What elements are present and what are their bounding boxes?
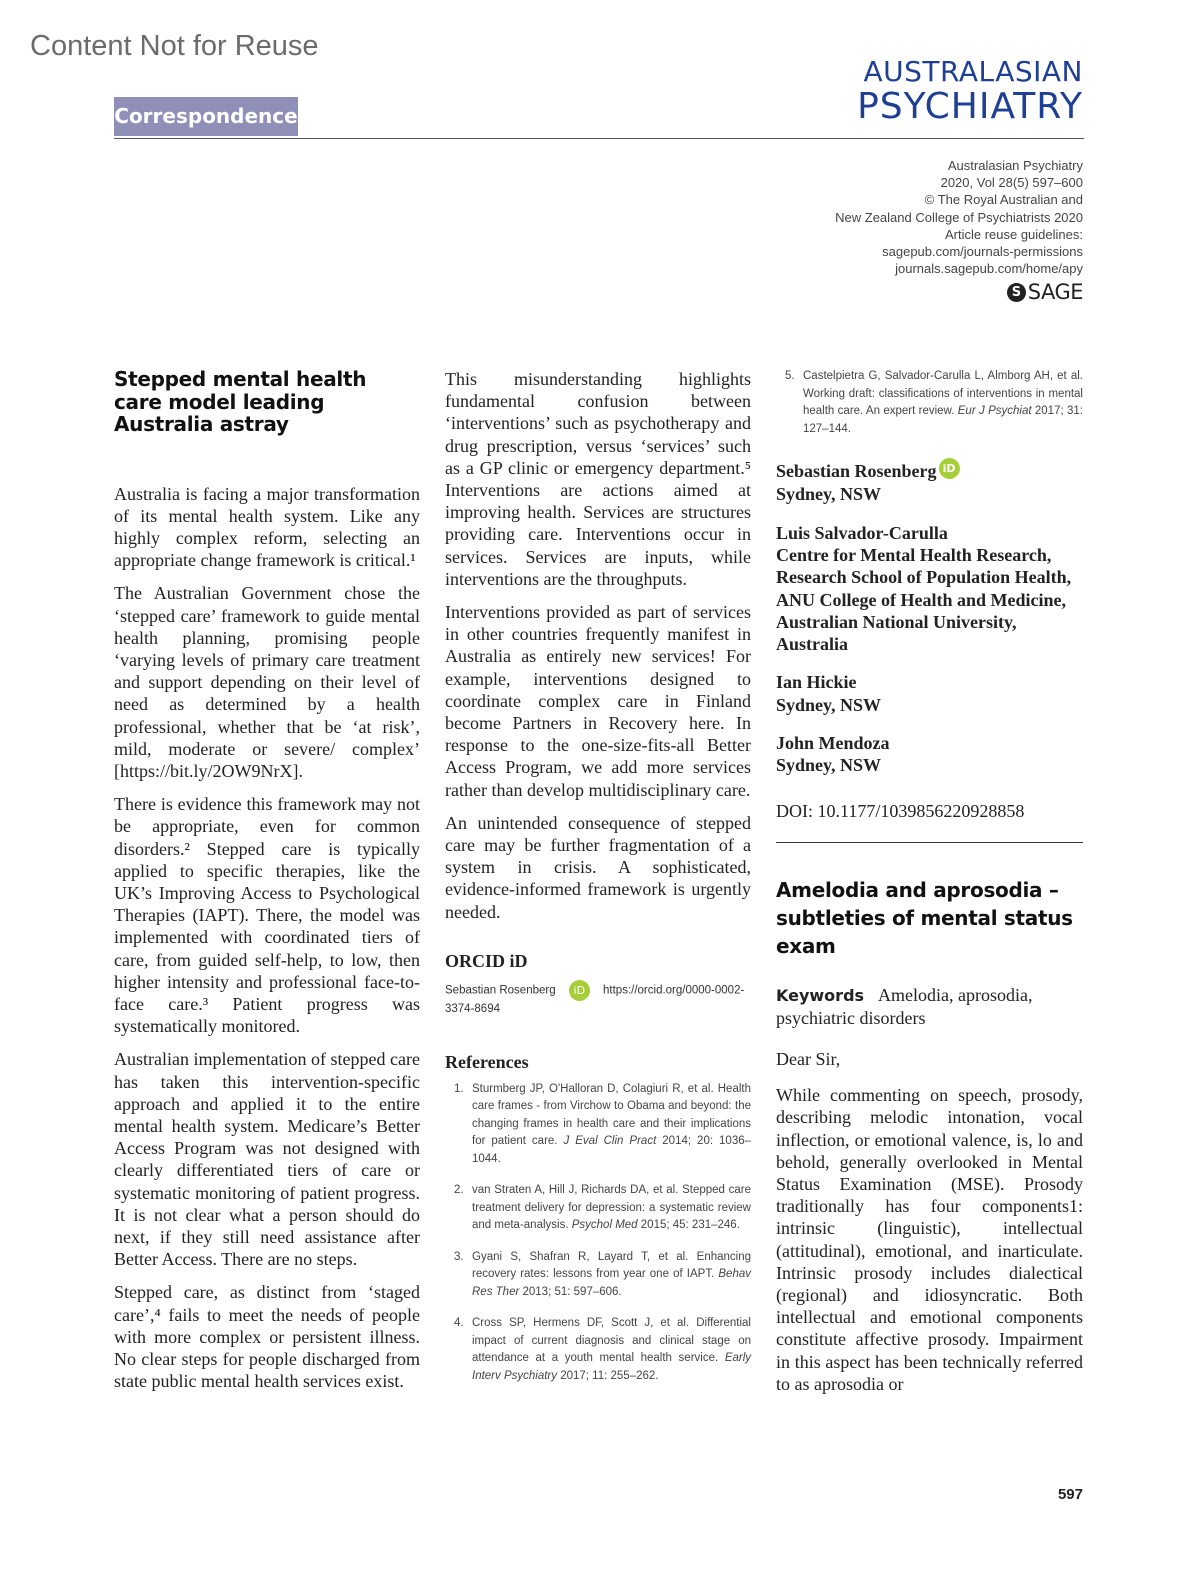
journal-name-line2: PSYCHIATRY bbox=[857, 86, 1083, 127]
column-2 bbox=[445, 368, 751, 1399]
orcid-heading: ORCID iD bbox=[445, 950, 528, 971]
author-affiliation: Sydney, NSW bbox=[776, 694, 882, 715]
keywords-label: Keywords bbox=[776, 985, 865, 1005]
paragraph: An unintended consequence of stepped care may be further fragmentation of a system in crisis. A sophisticated, evidence-informed framework is urgently needed. bbox=[445, 812, 751, 922]
pubinfo-volume: 2020, Vol 28(5) 597–600 bbox=[940, 175, 1083, 191]
reference-item bbox=[445, 1081, 751, 1169]
reference-text: Sturmberg JP, O'Halloran D, Colagiuri R, et al. Health care frames - from Virchow to Obama and beyond: the changing frames in health care and their implications for patient care. J Eval Clin Pract 2014; 20: 1036–1044. bbox=[472, 1082, 752, 1165]
orcid-icon[interactable]: iD bbox=[569, 980, 590, 1001]
sage-s-icon: S bbox=[1007, 283, 1026, 302]
paragraph: Interventions provided as part of services in other countries frequently manifest in Australia as entirely new services! For example, interventions designed to coordinate complex care in Finland become Partners in Recovery here. In response to the one-size-fits-all Better Access Program, we add more services rather than develop multidisciplinary care. bbox=[445, 602, 751, 800]
reference-text: Castelpietra G, Salvador-Carulla L, Almborg AH, et al. Working draft: classifications of interventions in mental health care. An expert review. Eur J Psychiat 2017; 31: 127–144. bbox=[803, 370, 1083, 435]
reference-number: 5. bbox=[785, 370, 795, 382]
column-1 bbox=[114, 368, 420, 1403]
orcid-author-name: Sebastian Rosenberg bbox=[445, 984, 556, 997]
reference-text: Gyani S, Shafran R, Layard T, et al. Enhancing recovery rates: lessons from year one of IAPT. Behav Res Ther 2013; 51: 597–606. bbox=[472, 1250, 751, 1298]
author-entry bbox=[776, 732, 1083, 777]
paragraph: Stepped care, as distinct from ‘staged care’,⁴ fails to meet the needs of people with more complex or persistent illness. No clear steps for people discharged from state public mental health services exist. bbox=[114, 1282, 420, 1392]
paragraph: Australian implementation of stepped care has taken this intervention-specific approach and applied it to the entire mental health system. Medicare’s Better Access Program was not designed with clearly differentiated tiers of care or systematic monitoring of patient progress. It is not clear what a person should do next, if they still need assistance after Better Access. There are no steps. bbox=[114, 1049, 420, 1270]
reference-item bbox=[445, 1315, 751, 1385]
doi[interactable]: DOI: 10.1177/1039856220928858 bbox=[776, 800, 1025, 821]
author-affiliation: Sydney, NSW bbox=[776, 484, 882, 505]
paragraph: There is evidence this framework may not be appropriate, even for common disorders.² Stepped care is typically applied to specific therapies, like the UK’s Improving Access to Psychological Therapies (IAPT). There, the model was implemented with coordinated tiers of care, from guided self-help, to low, then higher intensity and professional face-to-face care.³ Patient progress was systematically monitored. bbox=[114, 794, 420, 1037]
author-entry bbox=[776, 460, 1083, 506]
author-affiliation: Sydney, NSW bbox=[776, 755, 882, 776]
journal-logo bbox=[857, 56, 1083, 126]
reference-number: 1. bbox=[454, 1082, 464, 1095]
references-heading: References bbox=[445, 1051, 529, 1072]
author-name: Luis Salvador-Carulla bbox=[776, 522, 948, 543]
paragraph: Australia is facing a major transformation of its mental health system. Like any highly complex reform, selecting an appropriate change framework is critical.¹ bbox=[114, 483, 420, 571]
pubinfo-copyright-holder: New Zealand College of Psychiatrists 2020 bbox=[835, 209, 1083, 225]
reference-item bbox=[445, 1249, 751, 1302]
column-3 bbox=[776, 368, 1083, 1406]
publisher-logo-text: SAGE bbox=[1027, 280, 1083, 304]
reference-text: van Straten A, Hill J, Richards DA, et al. Stepped care treatment delivery for depression: a systematic review and meta-analysis. Psychol Med 2015; 45: 231–246. bbox=[472, 1184, 751, 1232]
orcid-link[interactable]: https://orcid.org/0000-0002-3374-8694 bbox=[445, 984, 745, 1015]
author-entry bbox=[776, 671, 1083, 716]
orcid-icon[interactable]: iD bbox=[939, 458, 960, 479]
publisher-logo bbox=[1007, 280, 1083, 304]
page-number: 597 bbox=[1057, 1486, 1083, 1503]
article-title: Stepped mental health care model leading Australia astray bbox=[114, 367, 367, 436]
watermark: Content Not for Reuse bbox=[30, 30, 319, 62]
section-label: Correspondence bbox=[114, 97, 298, 136]
reference-text: Cross SP, Hermens DF, Scott J, et al. Differential impact of current diagnosis and clinical stage on attendance at a youth mental health service. Early Interv Psychiatry 2017; 11: 255–262. bbox=[472, 1317, 752, 1382]
reference-number: 4. bbox=[454, 1317, 464, 1330]
article-divider bbox=[776, 842, 1083, 843]
paragraph: This misunderstanding highlights fundamental confusion between ‘interventions’ such as psychotherapy and drug prescription, versus ‘services’ such as a GP clinic or emergency department.⁵ Interventions are actions aimed at improving health. Services are structures providing care. Interventions occur in services. Services are inputs, while interventions are the throughputs. bbox=[445, 369, 751, 589]
keywords bbox=[776, 984, 1083, 1030]
reference-number: 2. bbox=[454, 1184, 464, 1197]
author-affiliation: Centre for Mental Health Research, Research School of Population Health, ANU College of Health and Medicine, Australian National University, Australia bbox=[776, 544, 1072, 655]
keywords-list: Amelodia, aprosodia, psychiatric disorders bbox=[776, 984, 1033, 1028]
reference-item bbox=[776, 368, 1083, 438]
pubinfo-reuse-label: Article reuse guidelines: bbox=[944, 226, 1083, 242]
pubinfo-journal: Australasian Psychiatry bbox=[947, 158, 1083, 173]
paragraph: While commenting on speech, prosody, describing melodic intonation, vocal inflection, or emotional valence, is, lo and behold, generally overlooked in Mental Status Examination (MSE). Prosody traditionally has four components1: intrinsic (linguistic), intellectual (attitudinal), emotional, and inarticulate. Intrinsic prosody includes dialectical (regional) and idiosyncratic. Both intellectual and emotional components constitute affective prosody. Impairment in this aspect has been technically referred to as aprosodia or bbox=[776, 1085, 1083, 1394]
paragraph: The Australian Government chose the ‘stepped care’ framework to guide mental health planning, promising people ‘varying levels of primary care treatment and support depending on their level of need as determined by a health professional, whether that be ‘at risk’, mild, moderate or severe/ complex’ [https://bit.ly/2OW9NrX]. bbox=[114, 583, 420, 781]
publication-info bbox=[835, 157, 1083, 277]
reference-item bbox=[445, 1182, 751, 1235]
header-rule bbox=[114, 138, 1084, 139]
journal-name-line1: AUSTRALASIAN bbox=[863, 55, 1083, 88]
author-entry bbox=[776, 522, 1083, 656]
pubinfo-copyright: © The Royal Australian and bbox=[924, 192, 1083, 208]
reference-list-continued bbox=[776, 368, 1083, 438]
orcid-entry bbox=[445, 980, 751, 1018]
pubinfo-journal-link[interactable]: journals.sagepub.com/home/apy bbox=[895, 261, 1083, 277]
author-name: Sebastian Rosenberg bbox=[776, 461, 937, 481]
reference-number: 3. bbox=[454, 1250, 464, 1263]
author-name: John Mendoza bbox=[776, 733, 890, 754]
reference-list bbox=[445, 1081, 751, 1386]
salutation: Dear Sir, bbox=[776, 1049, 841, 1070]
author-name: Ian Hickie bbox=[776, 672, 857, 693]
pubinfo-permissions-link[interactable]: sagepub.com/journals-permissions bbox=[882, 244, 1083, 260]
article-title: Amelodia and aprosodia – subtleties of mental status exam bbox=[776, 877, 1073, 958]
